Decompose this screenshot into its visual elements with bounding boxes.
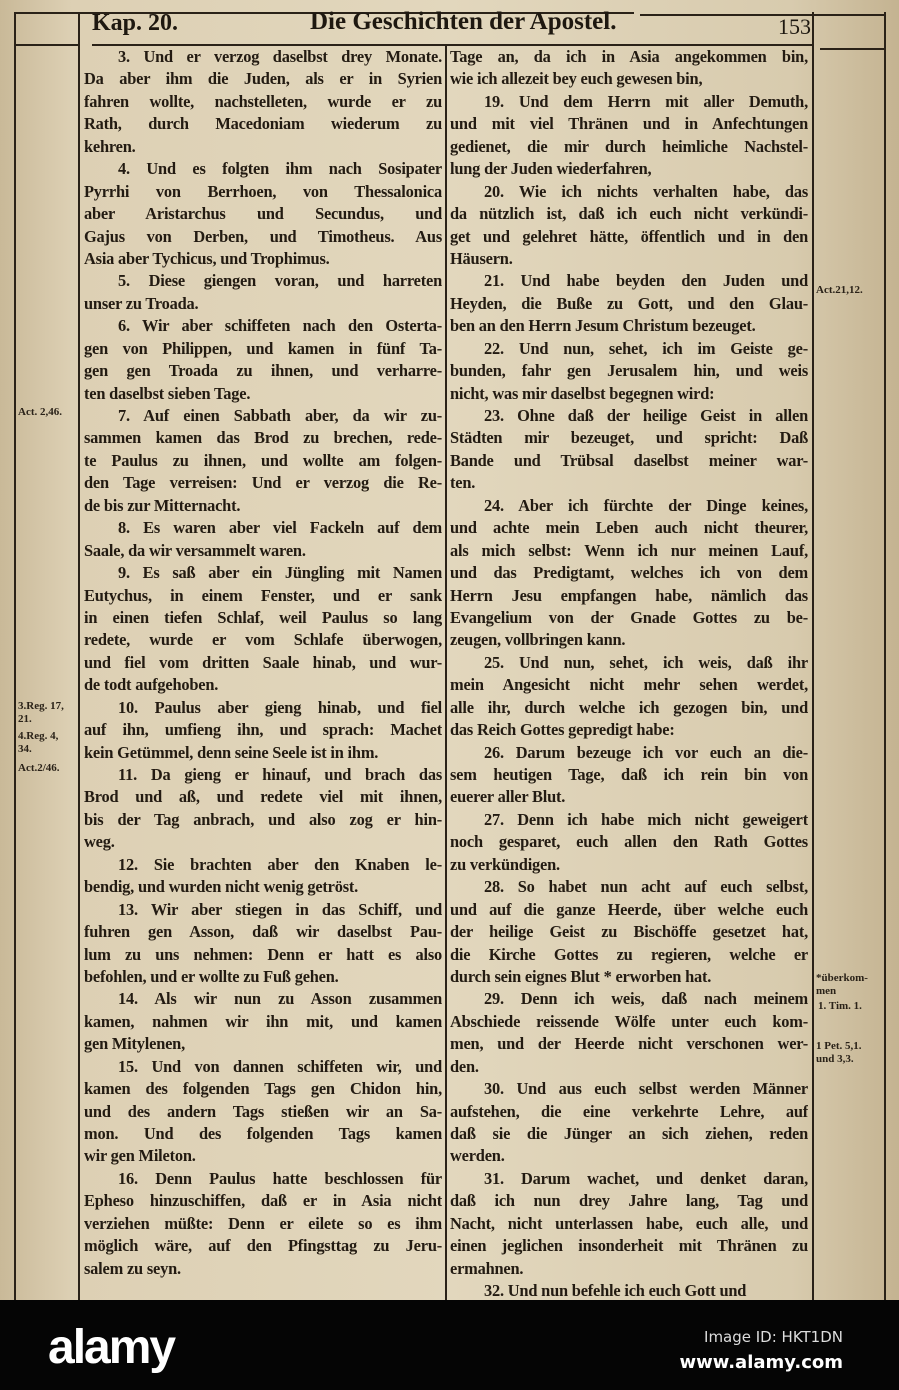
- text-line: 19. Und dem Herrn mit aller Demuth,: [484, 91, 808, 111]
- text-line: gen gen Troada zu ihnen, und verharre-: [84, 361, 442, 381]
- text-line: 15. Und von dannen schiffeten wir, und: [118, 1056, 442, 1076]
- text-line: Herrn Jesu empfangen habe, nämlich das: [450, 585, 808, 605]
- text-line: verziehen müßte: Denn er eilete so es ihm: [84, 1213, 442, 1233]
- text-line: kamen, nahmen wir ihn mit, und kamen: [84, 1011, 442, 1031]
- text-line: de bis zur Mitternacht.: [84, 495, 241, 515]
- text-line: 11. Da gieng er hinauf, und brach das: [118, 765, 442, 784]
- text-line: weg.: [84, 832, 115, 852]
- margin-note: 1 Pet. 5,1. und 3,3.: [816, 1040, 862, 1065]
- text-line: möglich wäre, auf den Pfingsttag zu Jeru-: [84, 1236, 442, 1256]
- text-line: 29. Denn ich weis, daß nach meinem: [484, 989, 808, 1009]
- text-line: ten daselbst sieben Tage.: [84, 383, 251, 403]
- text-line: Da aber ihm die Juden, als er in Syrien: [84, 69, 442, 89]
- text-line: die Kirche Gottes zu regieren, welche er: [450, 944, 808, 964]
- text-line: lung der Juden wiederfahren,: [450, 159, 652, 179]
- image-id: Image ID: HKT1DN: [704, 1328, 843, 1346]
- text-line: 16. Denn Paulus hatte beschlossen für: [118, 1168, 442, 1188]
- margin-note: 1. Tim. 1.: [818, 1000, 862, 1012]
- text-line: und achte mein Leben auch nicht theurer,: [450, 518, 808, 538]
- text-line: kehren.: [84, 136, 136, 156]
- text-line: Nacht, nicht unterlassen habe, euch alle, und: [450, 1213, 808, 1233]
- text-line: den.: [450, 1056, 479, 1076]
- text-line: in einen tiefen Schlaf, weil Paulus so lang: [84, 607, 442, 627]
- text-line: 25. Und nun, sehet, ich weis, daß ihr: [484, 652, 808, 672]
- column-rule: [78, 12, 80, 1300]
- text-line: Epheso hinzuschiffen, daß er in Asia nicht: [84, 1191, 442, 1211]
- margin-note: 3.Reg. 17, 21.: [18, 700, 64, 725]
- margin-rule: [884, 12, 886, 1300]
- text-line: 27. Denn ich habe mich nicht geweigert: [484, 809, 808, 829]
- text-line: Asia aber Tychicus, und Trophimus.: [84, 248, 330, 268]
- alamy-logo: alamy: [48, 1321, 175, 1374]
- margin-note: Act.21,12.: [816, 284, 863, 296]
- text-line: gen von Philippen, und kamen in fünf Ta-: [84, 338, 442, 358]
- margin-header-rule: [14, 44, 78, 46]
- text-line: 7. Auf einen Sabbath aber, da wir zu-: [118, 406, 442, 425]
- text-line: daß sie die Jünger an sich ziehen, reden: [450, 1124, 808, 1143]
- column-rule: [812, 12, 814, 1300]
- text-line: 32. Und nun befehle ich euch Gott und: [484, 1281, 747, 1300]
- text-line: 8. Es waren aber viel Fackeln auf dem: [118, 518, 442, 538]
- text-line: unser zu Troada.: [84, 293, 199, 313]
- text-line: und auf die ganze Heerde, über welche euch: [450, 899, 808, 919]
- left-text-column: [84, 46, 442, 1280]
- text-line: Brod und aß, und redete viel mit ihnen,: [84, 787, 442, 807]
- text-line: 13. Wir aber stiegen in das Schiff, und: [118, 899, 442, 919]
- text-line: get und gelehret hätte, öffentlich und in den: [450, 226, 808, 246]
- text-line: Tage an, da ich in Asia angekommen bin,: [450, 47, 808, 66]
- text-line: zu verkündigen.: [450, 854, 560, 874]
- text-line: 5. Diese giengen voran, und harreten: [118, 271, 442, 291]
- text-line: gedienet, die mir durch heimliche Nachstel-: [450, 136, 808, 156]
- text-line: Städten mir bezeuget, und spricht: Daß: [450, 428, 808, 448]
- top-rule: [640, 14, 884, 16]
- text-line: ben an den Herrn Jesum Christum bezeuget.: [450, 316, 756, 336]
- text-line: und das Predigtamt, welches ich von dem: [450, 563, 808, 583]
- text-line: sem heutigen Tage, daß ich rein bin von: [450, 765, 808, 784]
- text-line: sammen kamen das Brod zu brechen, rede-: [84, 428, 442, 448]
- text-line: 24. Aber ich fürchte der Dinge keines,: [484, 495, 808, 515]
- text-line: Gajus von Derben, und Timotheus. Aus: [84, 226, 442, 246]
- text-line: da nützlich ist, daß ich euch nicht verkündi-: [450, 204, 808, 224]
- text-line: daß ich nun drey Jahre lang, Tag und: [450, 1191, 808, 1211]
- text-line: 21. Und habe beyden den Juden und: [484, 271, 808, 291]
- text-line: 22. Und nun, sehet, ich im Geiste ge-: [484, 338, 808, 358]
- watermark-footer: [0, 1300, 899, 1390]
- text-line: Eutychus, in einem Fenster, und er sank: [84, 585, 442, 605]
- running-title: Die Geschichten der Apostel.: [310, 8, 617, 35]
- text-line: salem zu seyn.: [84, 1258, 181, 1278]
- margin-header-rule: [820, 48, 884, 50]
- text-line: noch gesparet, euch allen den Rath Gottes: [450, 832, 808, 852]
- text-line: fuhren gen Asson, daß wir daselbst Pau-: [84, 922, 442, 942]
- page-number: 153: [778, 14, 811, 39]
- text-line: 3. Und er verzog daselbst drey Monate.: [118, 47, 442, 66]
- text-line: auf ihn, umfieng ihn, und sprach: Machet: [84, 720, 442, 740]
- margin-note: *überkom- men: [816, 972, 868, 997]
- text-line: und mit viel Thränen und in Anfechtungen: [450, 114, 808, 134]
- text-line: ten.: [450, 473, 476, 493]
- text-line: 20. Wie ich nichts verhalten habe, das: [484, 181, 808, 201]
- text-line: aufstehen, die eine verkehrte Lehre, auf: [450, 1101, 808, 1121]
- text-line: befohlen, und er wollte zu Fuß gehen.: [84, 966, 339, 986]
- text-line: 10. Paulus aber gieng hinab, und fiel: [118, 697, 442, 717]
- text-line: 30. Und aus euch selbst werden Männer: [484, 1079, 808, 1099]
- column-divider: [445, 46, 447, 1300]
- margin-note: Act. 2,46.: [18, 406, 62, 418]
- text-line: euerer aller Blut.: [450, 787, 566, 807]
- text-line: Abschiede reissende Wölfe unter euch kom-: [450, 1011, 808, 1031]
- chapter-heading: Kap. 20.: [92, 10, 179, 36]
- text-line: 4. Und es folgten ihm nach Sosipater: [118, 159, 442, 179]
- text-line: mon. Und des folgenden Tags kamen: [84, 1124, 442, 1143]
- text-line: kein Getümmel, denn seine Seele ist in ihm.: [84, 742, 379, 762]
- text-line: wie ich allezeit bey euch gewesen bin,: [450, 69, 703, 89]
- site-url: www.alamy.com: [679, 1352, 843, 1373]
- text-line: alle ihr, durch welche ich gezogen bin, und: [450, 697, 808, 717]
- text-line: nicht, was mir daselbst begegnen wird:: [450, 383, 715, 403]
- text-line: de todt aufgehoben.: [84, 675, 219, 695]
- text-line: und fiel vom dritten Saale hinab, und wur-: [84, 652, 442, 672]
- text-line: fahren wollte, nachstelleten, wurde er zu: [84, 91, 442, 111]
- text-line: kamen des folgenden Tags gen Chidon hin,: [84, 1079, 442, 1099]
- text-line: Pyrrhi von Berrhoen, von Thessalonica: [84, 181, 442, 201]
- text-line: Bande und Trübsal daselbst meiner war-: [450, 450, 808, 470]
- text-line: 12. Sie brachten aber den Knaben le-: [118, 854, 442, 874]
- text-line: redete, wurde er vom Schlafe überwogen,: [84, 630, 442, 650]
- text-line: 28. So habet nun acht auf euch selbst,: [484, 877, 808, 897]
- text-line: men, und der Heerde nicht verschonen wer-: [450, 1034, 808, 1054]
- text-line: 6. Wir aber schiffeten nach den Osterta-: [118, 316, 442, 336]
- text-line: einen jeglichen insonderheit mit Thränen zu: [450, 1236, 808, 1256]
- margin-note: 4.Reg. 4, 34.: [18, 730, 59, 755]
- margin-note: Act.2/46.: [18, 762, 60, 774]
- text-line: Häusern.: [450, 248, 513, 268]
- text-line: mein Angesicht nicht mehr sehen werdet,: [450, 675, 808, 695]
- text-line: 9. Es saß aber ein Jüngling mit Namen: [118, 563, 442, 583]
- text-line: wir gen Mileton.: [84, 1146, 196, 1166]
- text-line: Saale, da wir versammelt waren.: [84, 540, 306, 560]
- right-text-column: [450, 46, 808, 1300]
- text-line: durch sein eignes Blut * erworben hat.: [450, 966, 712, 986]
- text-line: 14. Als wir nun zu Asson zusammen: [118, 989, 442, 1009]
- text-line: gen Mitylenen,: [84, 1034, 185, 1054]
- text-line: den Tage verreisen: Und er verzog die Re-: [84, 473, 442, 493]
- text-line: lum zu uns nehmen: Denn er hatt es also: [84, 944, 442, 964]
- text-line: bunden, fahr gen Jerusalem hin, und weis: [450, 361, 808, 381]
- text-line: Heyden, die Buße zu Gott, und den Glau-: [450, 293, 808, 313]
- text-line: und des andern Tags stießen wir an Sa-: [84, 1101, 442, 1121]
- text-line: ermahnen.: [450, 1258, 524, 1278]
- text-line: der heilige Geist zu Bischöffe gesetzet hat,: [450, 922, 808, 942]
- text-line: bis der Tag anbrach, und also zog er hin-: [84, 809, 442, 829]
- text-line: Rath, durch Macedoniam wiederum zu: [84, 114, 442, 134]
- text-line: Evangelium von der Gnade Gottes zu be-: [450, 607, 808, 627]
- margin-rule: [14, 12, 16, 1300]
- text-line: 23. Ohne daß der heilige Geist in allen: [484, 406, 808, 425]
- text-line: das Reich Gottes gepredigt habe:: [450, 720, 675, 740]
- text-line: bendig, und wurden nicht wenig getröst.: [84, 877, 359, 897]
- text-line: werden.: [450, 1146, 505, 1166]
- text-line: zeugen, vollbringen kann.: [450, 630, 626, 650]
- text-line: 26. Darum bezeuge ich vor euch an die-: [484, 742, 808, 762]
- text-line: als mich selbst: Wenn ich nur meinen Lauf,: [450, 540, 808, 560]
- text-line: 31. Darum wachet, und denket daran,: [484, 1168, 808, 1188]
- text-line: te Paulus zu ihnen, und wollte am folgen-: [84, 450, 442, 470]
- text-line: aber Aristarchus und Secundus, und: [84, 204, 442, 224]
